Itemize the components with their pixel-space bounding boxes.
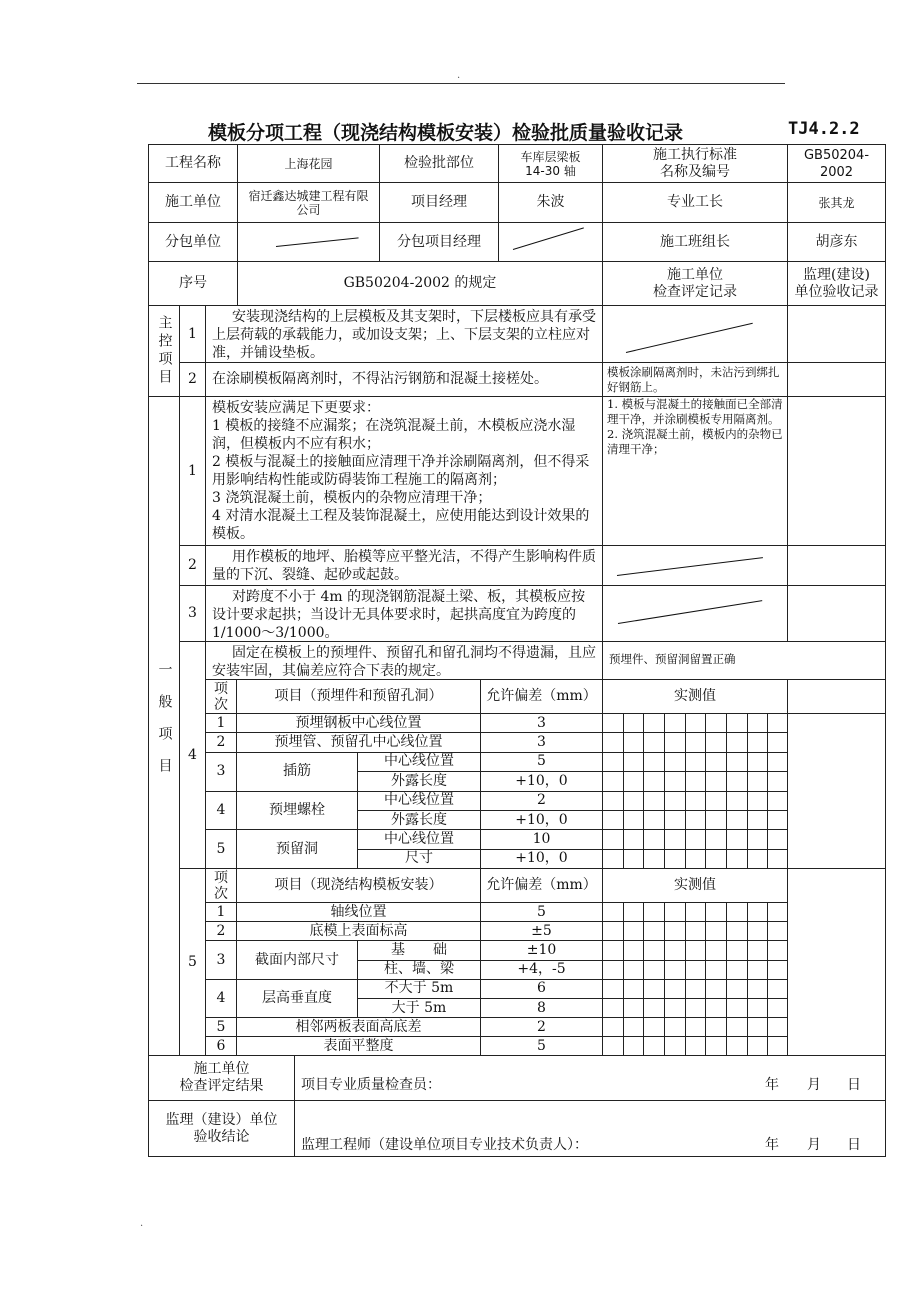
mc-item2-text: 在涂刷模板隔离剂时，不得沾污钢筋和混凝土接槎处。 <box>205 362 603 397</box>
item4-row-tol: 2 <box>480 791 603 811</box>
item4-row-measured <box>602 810 788 830</box>
gen-item3-supervisor <box>787 585 886 642</box>
item5-row-tol: ±10 <box>480 940 603 960</box>
item5-row-tol: 8 <box>480 998 603 1018</box>
item5-row-name: 层高垂直度 <box>236 979 358 1018</box>
item4-measure-gridline <box>664 713 665 869</box>
item4-measured-header: 实测值 <box>602 679 788 714</box>
contractor-result-label <box>148 1055 295 1101</box>
item4-row-sub: 中心线位置 <box>357 752 481 772</box>
item4-row-measured <box>602 829 788 849</box>
sub-pm-name <box>498 222 603 262</box>
gen-item3-paragraph: 对跨度不小于 4m 的现浇钢筋混凝土梁、板，其模板应按设计要求起拱；当设计无具体要求时，起拱高度宜为跨度的 1/1000～3/1000。 <box>212 589 586 641</box>
mc-item1-text <box>205 305 603 363</box>
inspection-part-line2: 14-30 轴 <box>525 163 576 178</box>
supervisor-conclusion <box>294 1100 886 1157</box>
gen-item1-no: 1 <box>179 396 206 546</box>
contractor-check-header-line1: 施工单位 <box>667 266 723 283</box>
gen-item1-line4: 4 对清水混凝土工程及装饰混凝土，应使用能达到设计效果的模板。 <box>212 508 590 542</box>
inspection-part <box>498 144 603 183</box>
inspector-label: 项目专业质量检查员： <box>301 1077 441 1093</box>
subcontractor-label: 分包单位 <box>148 222 238 262</box>
supervisor-conclusion-label-line2: 验收结论 <box>193 1128 250 1145</box>
item5-row-tol: 5 <box>480 1036 603 1056</box>
project-name: 上海花园 <box>237 144 380 183</box>
item4-row-measured <box>602 713 788 733</box>
pm-name: 朱波 <box>498 182 603 223</box>
item5-measure-gridline <box>643 902 644 1057</box>
item5-measure-gridline <box>623 902 624 1057</box>
gen-item1-line2: 2 模板与混凝土的接触面应清理干净并涂刷隔离剂，但不得采用影响结构性能或防碍装饰工程施工的隔离剂； <box>212 454 590 488</box>
item4-seq-header <box>205 679 237 714</box>
item5-row-tol: 6 <box>480 979 603 999</box>
item4-row-name: 预埋管、预留孔中心线位置 <box>236 732 481 752</box>
item4-row-measured <box>602 752 788 772</box>
gen-item1-line1: 1 模板的接缝不应漏浆；在浇筑混凝土前，木模板应浇水湿润，但模板内不应有积水； <box>212 418 576 452</box>
item5-row-no: 3 <box>205 940 237 979</box>
item4-row-tol: 10 <box>480 829 603 849</box>
item4-row-sub: 外露长度 <box>357 771 481 791</box>
mc-item1-record <box>602 305 788 363</box>
item5-row-name: 轴线位置 <box>236 902 481 922</box>
item4-row-no: 2 <box>205 732 237 752</box>
item4-measure-gridline <box>623 713 624 869</box>
contractor-result-label-line1: 施工单位 <box>193 1061 250 1077</box>
item4-row-measured <box>602 791 788 811</box>
mc-item2-supervisor <box>787 362 886 397</box>
gen-item1-line0: 模板安装应满足下更要求： <box>212 400 380 416</box>
item4-row-name: 插筋 <box>236 752 358 792</box>
item4-row-tol: +10，0 <box>480 810 603 830</box>
item4-row-measured <box>602 849 788 869</box>
item5-row-measured <box>602 940 788 960</box>
item5-measure-gridline <box>664 902 665 1057</box>
contractor-label: 施工单位 <box>148 182 238 223</box>
standard-label-line2: 名称及编号 <box>660 163 730 180</box>
item4-row-measured <box>602 771 788 791</box>
item4-supervisor <box>787 679 886 714</box>
item4-row-no: 5 <box>205 829 237 869</box>
item5-row-name: 相邻两板表面高底差 <box>236 1017 481 1037</box>
gen-item3-text <box>205 585 603 642</box>
item4-row-sub: 中心线位置 <box>357 829 481 849</box>
item4-measure-gridline <box>643 713 644 869</box>
item5-row-measured <box>602 979 788 999</box>
item5-row-no: 1 <box>205 902 237 922</box>
item5-row-measured <box>602 960 788 980</box>
item4-measure-gridline <box>726 713 727 869</box>
item4-rows-supervisor <box>787 713 886 869</box>
item5-row-tol: +4，-5 <box>480 960 603 980</box>
rule-header: GB50204-2002 的规定 <box>237 261 603 306</box>
item4-row-no: 1 <box>205 713 237 733</box>
item4-tol-header: 允许偏差（mm） <box>480 679 603 714</box>
supervisor-header-line2: 单位验收记录 <box>794 283 879 300</box>
contractor-name: 宿迁鑫达城建工程有限公司 <box>237 182 380 223</box>
inspection-part-line1: 车库层梁板 <box>520 149 581 164</box>
item5-row-tol: 2 <box>480 1017 603 1037</box>
item4-row-tol: +10，0 <box>480 849 603 869</box>
inspection-part-label: 检验批部位 <box>379 144 499 183</box>
item4-row-tol: 3 <box>480 732 603 752</box>
contractor-check-header <box>602 261 788 306</box>
contractor-result-day: 日 <box>847 1077 861 1093</box>
mc-item1-supervisor <box>787 305 886 363</box>
supervisor-conclusion-label-line1: 监理（建设）单位 <box>165 1111 278 1128</box>
item4-row-sub: 尺寸 <box>357 849 481 869</box>
item4-measure-gridline <box>767 713 768 869</box>
item4-row-name: 预留洞 <box>236 829 358 869</box>
gen-item1-supervisor <box>787 396 886 546</box>
item5-row-measured <box>602 1017 788 1037</box>
project-name-label: 工程名称 <box>148 144 238 183</box>
mc-item1-no: 1 <box>179 305 206 363</box>
item4-measure-gridline <box>747 713 748 869</box>
footer-dot: . <box>140 1218 144 1229</box>
supervisor-header-line1: 监理(建设) <box>803 266 870 283</box>
gen-item2-supervisor <box>787 545 886 586</box>
header-dot: . <box>457 70 461 81</box>
item5-row-measured <box>602 921 788 941</box>
contractor-result <box>294 1055 886 1101</box>
item4-row-measured <box>602 732 788 752</box>
item5-row-no: 2 <box>205 921 237 941</box>
item5-row-sub: 不大于 5m <box>357 979 481 999</box>
item5-row-sub: 基 础 <box>357 940 481 960</box>
gen-item1-line3: 3 浇筑混凝土前，模板内的杂物应清理干净； <box>212 490 492 506</box>
gen-item1-record <box>602 396 788 546</box>
item5-measure-gridline <box>685 902 686 1057</box>
gen-item4-text <box>205 641 603 680</box>
item5-measure-gridline <box>747 902 748 1057</box>
gen-item3-no: 3 <box>179 585 206 642</box>
item5-row-name: 底模上表面标高 <box>236 921 481 941</box>
item5-row-name: 表面平整度 <box>236 1036 481 1056</box>
team-leader-label: 施工班组长 <box>602 222 788 262</box>
item5-seq-header-text: 项次 <box>214 869 228 902</box>
item5-measured-header: 实测值 <box>602 868 788 903</box>
supervisor-header <box>787 261 886 306</box>
item4-seq-header-text: 项次 <box>214 680 228 713</box>
foreman-label: 专业工长 <box>602 182 788 223</box>
contractor-result-label-line2: 检查评定结果 <box>179 1078 264 1094</box>
item4-measure-gridline <box>705 713 706 869</box>
item5-measure-gridline <box>705 902 706 1057</box>
item4-row-tol: 5 <box>480 752 603 772</box>
form-code: TJ4.2.2 <box>788 119 860 139</box>
item5-seq-header <box>205 868 237 903</box>
general-label-text: 一般项目 <box>156 662 173 790</box>
engineer-label: 监理工程师（建设单位项目专业技术负责人）： <box>301 1137 588 1153</box>
item4-row-no: 3 <box>205 752 237 792</box>
item4-row-sub: 中心线位置 <box>357 791 481 811</box>
contractor-result-year: 年 <box>765 1077 779 1093</box>
mc-item2-no: 2 <box>179 362 206 397</box>
header-rule <box>137 83 785 84</box>
supervisor-conclusion-year: 年 <box>765 1137 779 1153</box>
item5-row-measured <box>602 1036 788 1056</box>
mc-item1-paragraph: 安装现浇结构的上层模板及其支架时，下层楼板应具有承受上层荷载的承载能力，或加设支架；上、下层支架的立柱应对准，并铺设垫板。 <box>212 309 596 361</box>
gen-item4-no: 4 <box>179 641 206 869</box>
item5-measure-gridline <box>726 902 727 1057</box>
gen-item5-no: 5 <box>179 868 206 1056</box>
item4-row-sub: 外露长度 <box>357 810 481 830</box>
item4-row-name: 预埋螺栓 <box>236 791 358 831</box>
standard-code: GB50204-2002 <box>787 144 886 183</box>
item5-row-no: 5 <box>205 1017 237 1037</box>
gen-item1-record-line1: 2. 浇筑混凝土前，模板内的杂物已清理干净； <box>607 427 783 456</box>
item5-row-sub: 柱、墙、梁 <box>357 960 481 980</box>
gen-item4-record: 预埋件、预留洞留置正确 <box>602 641 886 680</box>
item5-measure-gridline <box>767 902 768 1057</box>
item4-row-name: 预埋钢板中心线位置 <box>236 713 481 733</box>
gen-item2-text <box>205 545 603 586</box>
item4-measure-gridline <box>685 713 686 869</box>
contractor-check-header-line2: 检查评定记录 <box>653 283 737 300</box>
standard-label <box>602 144 788 183</box>
foreman-name: 张其龙 <box>787 182 886 223</box>
gen-item2-paragraph: 用作模板的地坪、胎模等应平整光洁，不得产生影响构件质量的下沉、裂缝、起砂或起鼓。 <box>212 549 596 583</box>
supervisor-conclusion-month: 月 <box>807 1137 821 1153</box>
item5-supervisor <box>787 868 886 1056</box>
pm-label: 项目经理 <box>379 182 499 223</box>
mc-item2-record: 模板涂刷隔离剂时，未沾污到绑扎好钢筋上。 <box>602 362 788 397</box>
team-leader-name: 胡彦东 <box>787 222 886 262</box>
supervisor-conclusion-label <box>148 1100 295 1157</box>
gen-item4-paragraph: 固定在模板上的预埋件、预留孔和留孔洞均不得遗漏，且应安装牢固，其偏差应符合下表的规定。 <box>212 645 596 679</box>
title-text: 模板分项工程（现浇结构模板安装）检验批质量验收记录 <box>208 122 684 144</box>
contractor-result-month: 月 <box>807 1077 821 1093</box>
standard-label-line1: 施工执行标准 <box>653 146 737 163</box>
item5-row-sub: 大于 5m <box>357 998 481 1018</box>
seq-header: 序号 <box>148 261 238 306</box>
gen-item1-record-line0: 1. 模板与混凝土的接触面已全部清理干净，并涂刷模板专用隔离剂。 <box>607 397 783 426</box>
gen-item1-text <box>205 396 603 546</box>
item4-row-tol: 3 <box>480 713 603 733</box>
item4-item-header: 项目（预埋件和预留孔洞） <box>236 679 481 714</box>
sub-pm-label: 分包项目经理 <box>379 222 499 262</box>
item5-row-tol: ±5 <box>480 921 603 941</box>
item5-row-tol: 5 <box>480 902 603 922</box>
item4-row-no: 4 <box>205 791 237 831</box>
gen-item2-no: 2 <box>179 545 206 586</box>
main-control-label: 主控项目 <box>148 305 180 397</box>
item5-item-header: 项目（现浇结构模板安装） <box>236 868 481 903</box>
item5-row-measured <box>602 902 788 922</box>
gen-item3-record <box>602 585 788 642</box>
item5-row-no: 6 <box>205 1036 237 1056</box>
general-label <box>148 396 180 1056</box>
item5-row-no: 4 <box>205 979 237 1018</box>
item5-row-measured <box>602 998 788 1018</box>
supervisor-conclusion-day: 日 <box>847 1137 861 1153</box>
item5-row-name: 截面内部尺寸 <box>236 940 358 979</box>
item5-tol-header: 允许偏差（mm） <box>480 868 603 903</box>
item4-row-tol: +10，0 <box>480 771 603 791</box>
